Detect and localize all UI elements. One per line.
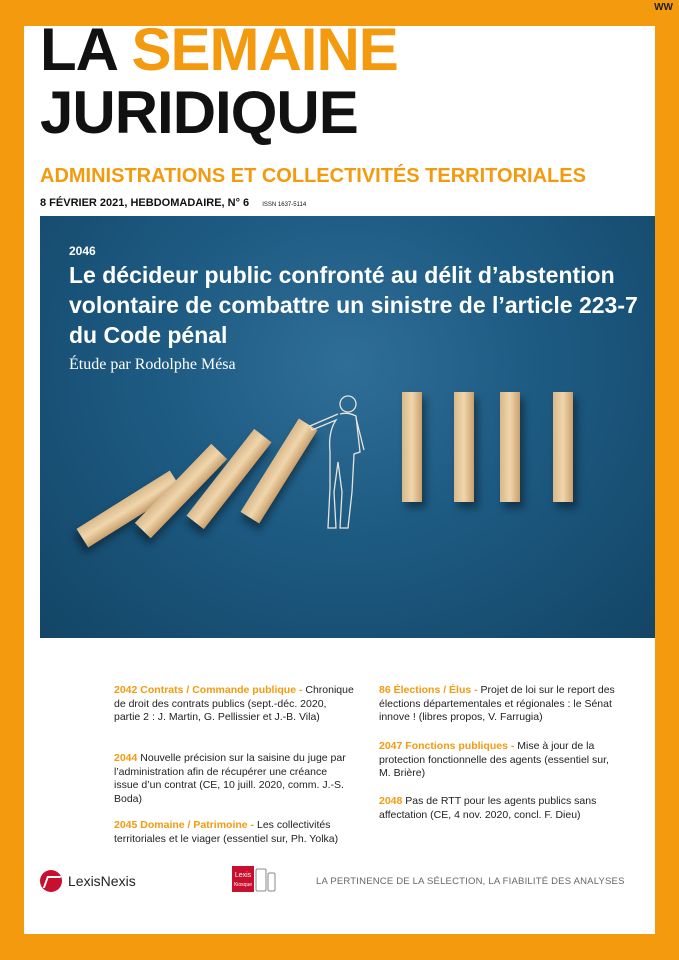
masthead-semaine: SEMAINE bbox=[131, 16, 398, 83]
masthead-line2: JURIDIQUE bbox=[40, 79, 358, 146]
lexis-kiosque-icon bbox=[232, 865, 276, 893]
contents-item[interactable]: 2045 Domaine / Patrimoine - Les collectivités territoriales et le viager (essentiel sur, Ph. Yolka) bbox=[114, 819, 339, 845]
cover-article-title: Le décideur public confronté au délit d’abstention volontaire de combattre un sinistre de l’article 223-7 du Code pénal bbox=[69, 262, 638, 348]
person-outline-icon bbox=[308, 392, 378, 532]
standing-domino bbox=[553, 392, 573, 502]
contents-item[interactable]: 2044 Nouvelle précision sur la saisine du juge par l’administration afin de récupérer une créance issue d’un contrat (CE, 10 juill. 2020, comm. J.-S. Boda) bbox=[114, 752, 346, 805]
contents-item[interactable]: 2048 Pas de RTT pour les agents publics sans affectation (CE, 4 nov. 2020, concl. F. Dieu) bbox=[379, 795, 597, 821]
issue-date: 8 FÉVRIER 2021, HEBDOMADAIRE, N° 6 bbox=[40, 197, 250, 209]
publisher-logo bbox=[40, 870, 136, 892]
standing-domino bbox=[500, 392, 520, 502]
corner-label: WW bbox=[654, 2, 673, 13]
kiosque-top: Lexis bbox=[234, 872, 252, 879]
standing-domino bbox=[454, 392, 474, 502]
cover-illustration bbox=[40, 216, 655, 638]
kiosque-bottom: Kiosque bbox=[233, 882, 253, 888]
lexisnexis-logo-icon bbox=[40, 870, 62, 892]
cover-article-number: 2046 bbox=[69, 244, 96, 258]
issn: ISSN 1637-5114 bbox=[262, 202, 307, 208]
publisher-name: LexisNexis bbox=[68, 873, 136, 889]
standing-domino bbox=[402, 392, 422, 502]
issue-dateline bbox=[40, 197, 306, 209]
journal-subtitle: ADMINISTRATIONS ET COLLECTIVITÉS TERRITORIALES bbox=[40, 165, 586, 187]
cover-article-author: Étude par Rodolphe Mésa bbox=[69, 356, 236, 373]
masthead-la: LA bbox=[40, 16, 116, 83]
contents-item[interactable]: 86 Élections / Élus - Projet de loi sur le report des élections départementales et régionales : le Sénat innove ! (libres propos, V. Farrugia) bbox=[379, 684, 615, 723]
contents-item[interactable]: 2047 Fonctions publiques - Mise à jour de la protection fonctionnelle des agents (essentiel sur, M. Brière) bbox=[379, 740, 609, 779]
masthead-line1 bbox=[40, 16, 398, 83]
contents-item[interactable]: 2042 Contrats / Commande publique - Chronique de droit des contrats publics (sept.-déc. 2020, partie 2 : J. Martin, G. Pellissier et J.-B. Vila) bbox=[114, 684, 354, 723]
tagline: LA PERTINENCE DE LA SÉLECTION, LA FIABILITÉ DES ANALYSES bbox=[316, 876, 625, 887]
